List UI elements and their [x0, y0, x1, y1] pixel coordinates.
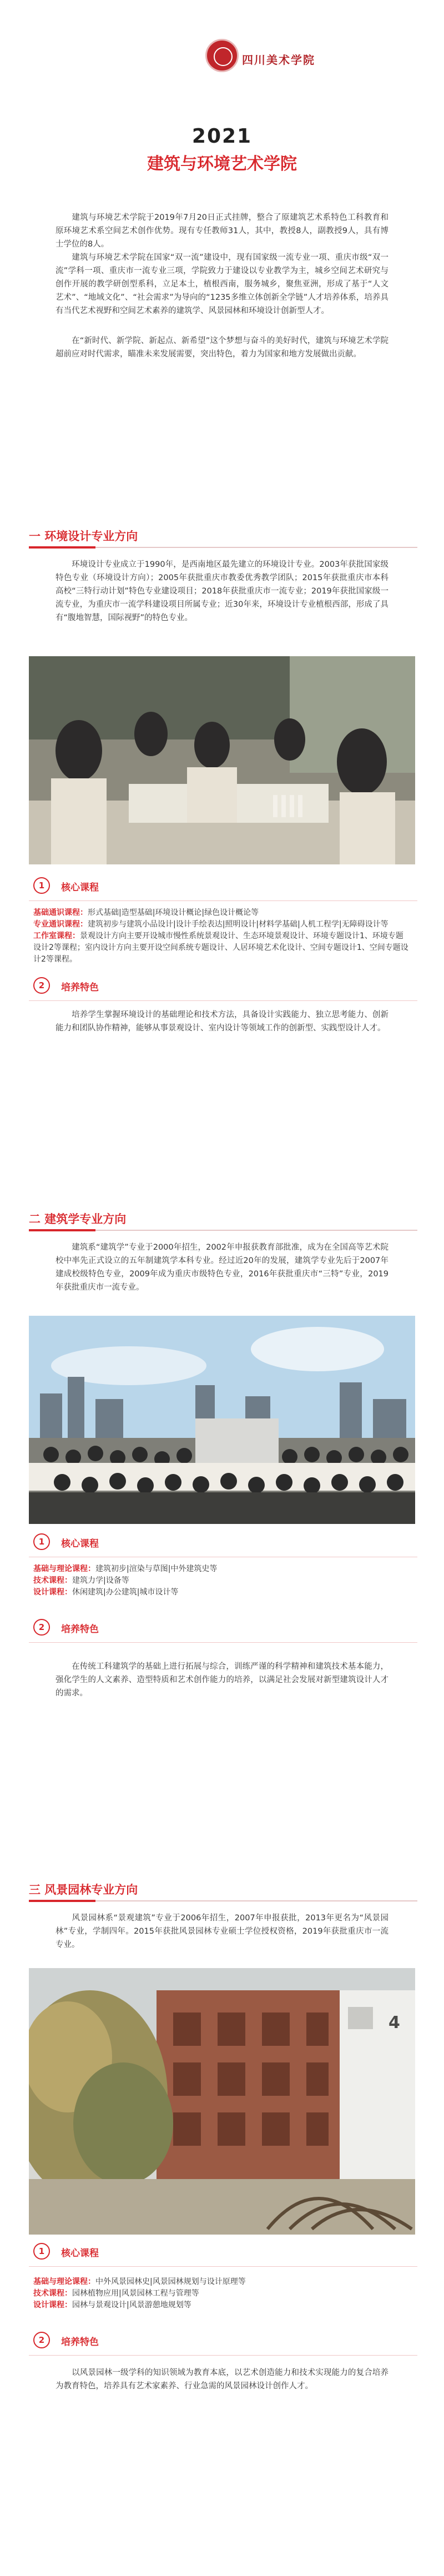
sub-divider — [29, 900, 417, 901]
section-intro-environment: 环境设计专业成立于1990年，是西南地区最先建立的环境设计专业。2003年获批国家级特色专业（环境设计方向）；2005年获批重庆市教委优秀教学团队；2015年获批重庆市本科高校“三特行动计划”特色专业建设项目；2018年获批重庆市一流专业；2019年获批国家级一流专业，为重庆市一流学科建设项目所属专业；近30年来，环境设计专业植根西部，形成了具有“腹地智慧，国际视野”的特色专业。 — [56, 560, 389, 622]
core-courses-number: 1 — [33, 1533, 50, 1550]
core-courses-list-environment — [33, 907, 411, 965]
intro-paragraph-2: 建筑与环境艺术学院在国家“双一流”建设中，现有国家级一流专业一项、重庆市级“双一流”学科一项、重庆市一流专业三项，学院致力于建设以专业教学为主，城乡空间艺术研究与创作开展的教学研创型系科，立足本土，植根西南，服务城乡，聚焦亚洲，形成了基于“人文艺术”、“地域文化”、“社会需求”为导向的“1235多维立体创新全学链”人才培养体系，培养具有当代艺术视野和空间艺术素养的建筑学、风景园林和环境设计创新型人才。 — [56, 253, 389, 315]
course-row: 技术课程：园林植物应用|风景园林工程与管理等 — [33, 2289, 199, 2298]
core-courses-label: 核心课程 — [61, 1538, 99, 1549]
course-row: 基础与理论课程：中外风景园林史|风景园林规划与设计原理等 — [33, 2277, 246, 2286]
classroom-photo — [29, 656, 415, 864]
group-photo-image — [29, 1316, 415, 1524]
course-row: 基础通识课程：形式基础|造型基础|环境设计概论|绿色设计概论等 — [33, 908, 259, 917]
section-title-landscape: 三 风景园林专业方向 — [29, 1883, 138, 1896]
classroom-photo-image — [29, 656, 415, 864]
features-text-environment: 培养学生掌握环境设计的基础理论和技术方法，具备设计实践能力、独立思考能力、创新能力和团队协作精神，能够从事景观设计、室内设计等领域工作的创新型、实践型设计人才。 — [56, 1010, 389, 1033]
building-number-sign: 4 — [389, 2013, 400, 2032]
intro-paragraph-3: 在“新时代、新学院、新起点、新希望”这个梦想与奋斗的美好时代，建筑与环境艺术学院超前应对时代需求，瞄准未来发展需要，突出特色，着力为国家和地方发展做出贡献。 — [56, 336, 389, 359]
year-heading: 2021 — [191, 125, 253, 148]
core-courses-list-landscape — [33, 2276, 411, 2311]
core-courses-number: 1 — [33, 2243, 50, 2260]
course-row: 工作室课程：景观设计方向主要开设城市慢性系统景观设计、生态环境景观设计、环境专题设计1、环境专题设计2等课程；室内设计方向主要开设空间系统专题设计、人居环境艺术化设计、空间专题设计1、空间专题设计2等课程。 — [33, 932, 408, 964]
features-label: 培养特色 — [61, 2337, 99, 2348]
group-photo — [29, 1316, 415, 1524]
features-label: 培养特色 — [61, 982, 99, 993]
course-row: 专业通识课程：建筑初步与建筑小品设计|设计手绘表达|照明设计|材料学基础|人机工程学|无障碍设计等 — [33, 920, 389, 929]
page-title: 建筑与环境艺术学院 — [147, 154, 297, 174]
section-intro-landscape: 风景园林系“景观建筑”专业于2006年招生，2007年申报获批，2013年更名为“风景园林”专业，学制四年。2015年获批风景园林专业硕士学位授权资格，2019年获批重庆市一流专业。 — [56, 1914, 389, 1949]
school-logo — [0, 17, 444, 122]
section-divider — [29, 547, 417, 548]
section-intro-architecture: 建筑系“建筑学”专业于2000年招生，2002年申报获教育部批准，成为在全国高等艺术院校中率先正式设立的五年制建筑学本科专业。经过近20年的发展，建筑学专业先后于2007年建成校级特色专业，2009年成为重庆市级特色专业，2016年获批重庆市“三特”专业，2019年获批重庆市一流专业。 — [56, 1243, 389, 1292]
sub-divider — [29, 2266, 417, 2267]
campus-building-photo — [29, 1968, 415, 2235]
course-row: 基础与理论课程：建筑初步|渲染与草图|中外建筑史等 — [33, 1564, 218, 1573]
features-text-architecture: 在传统工科建筑学的基础上进行拓展与综合，训练严谨的科学精神和建筑技术基本能力，强化学生的人文素养、造型特质和艺术创作能力的培养，以满足社会发展对新型建筑设计人才的需求。 — [56, 1662, 389, 1698]
course-row: 设计课程：休闲建筑|办公建筑|城市设计等 — [33, 1588, 179, 1597]
features-label: 培养特色 — [61, 1624, 99, 1635]
core-courses-list-architecture — [33, 1563, 411, 1598]
core-courses-label: 核心课程 — [61, 2248, 99, 2259]
intro-paragraph-1: 建筑与环境艺术学院于2019年7月20日正式挂牌，整合了原建筑艺术系特色工科教育和原环境艺术系空间艺术创作优势。现有专任教师31人，其中，教授8人，副教授9人，具有博士学位的8人。 — [56, 213, 389, 249]
sub-divider — [29, 1000, 417, 1001]
sub-divider — [29, 1642, 417, 1643]
course-row: 技术课程：建筑力学|设备等 — [33, 1576, 129, 1585]
features-number: 2 — [33, 1619, 50, 1636]
section-title-environment: 一 环境设计专业方向 — [29, 530, 138, 543]
features-number: 2 — [33, 977, 50, 994]
school-name: 四川美术学院 — [242, 53, 315, 67]
campus-building-image — [29, 1968, 415, 2235]
course-row: 设计课程：园林与景观设计|风景游憩地规划等 — [33, 2301, 191, 2310]
features-number: 2 — [33, 2332, 50, 2348]
section-divider — [29, 1230, 417, 1231]
core-courses-label: 核心课程 — [61, 882, 99, 893]
emblem-icon — [205, 39, 239, 72]
section-title-architecture: 二 建筑学专业方向 — [29, 1212, 127, 1226]
section-divider — [29, 1900, 417, 1901]
core-courses-number: 1 — [33, 877, 50, 894]
features-text-landscape: 以风景园林一级学科的知识领域为教育本底，以艺术创造能力和技术实现能力的复合培养为教育特色，培养具有艺术家素养、行业急需的风景园林设计创作人才。 — [56, 2368, 389, 2391]
sub-divider — [29, 2355, 417, 2356]
